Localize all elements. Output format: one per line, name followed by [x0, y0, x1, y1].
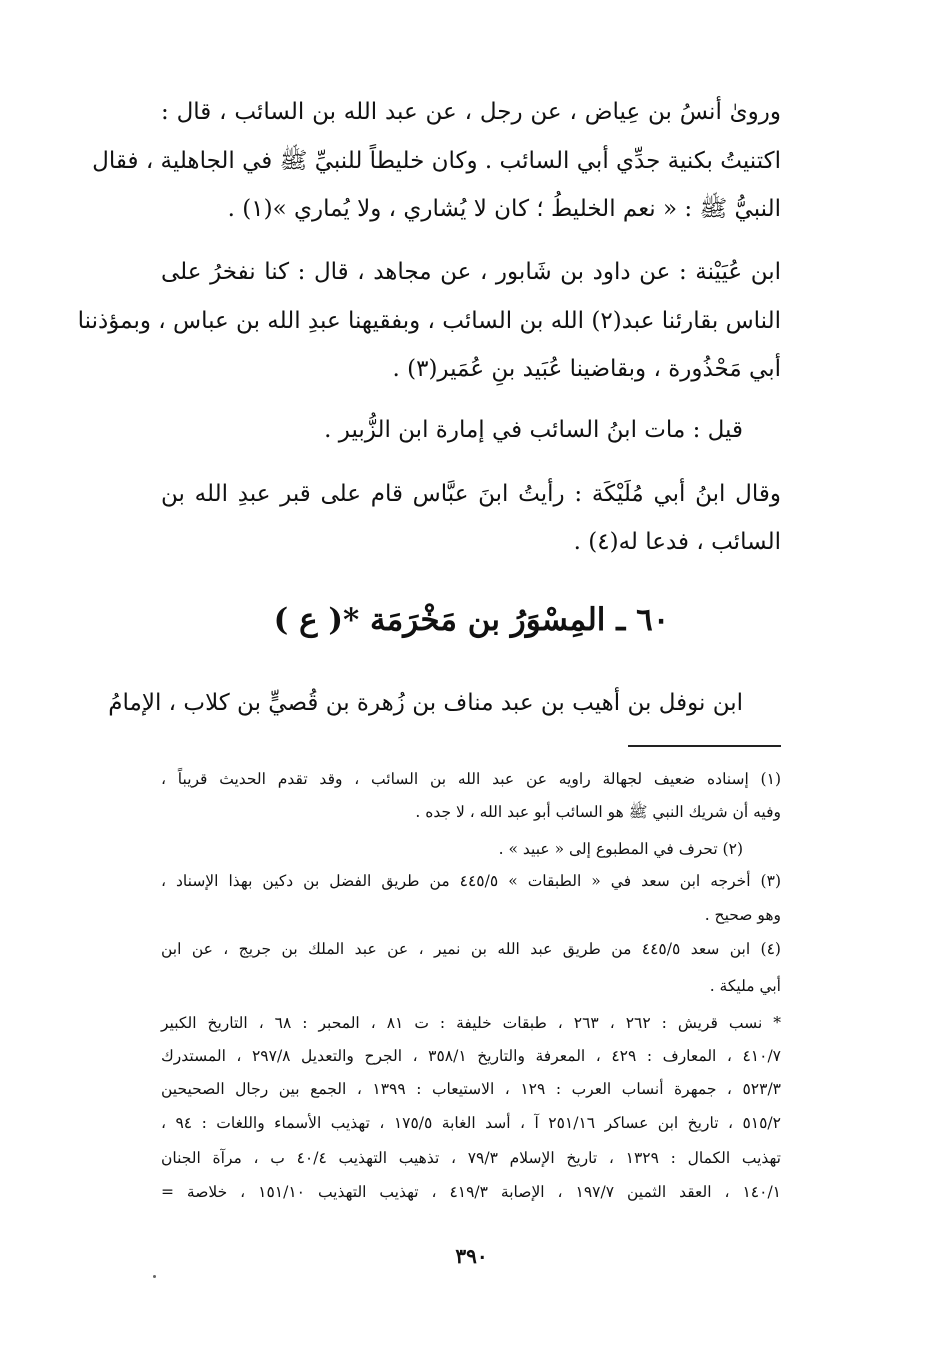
footnote-line: وهو صحيح . [704, 906, 781, 924]
body-text-line: السائب ، فدعا له(٤) . [573, 529, 781, 555]
footnote-line: (٤) ابن سعد ٤٤٥/٥ من طريق عبد الله بن نمير ، عن عبد الملك بن جريج ، عن ابن [161, 940, 781, 958]
body-text-line: اكتنيتُ بكنية جدِّي أبي السائب . وكان خليطاً للنبيِّ ﷺ في الجاهلية ، فقال [92, 148, 781, 174]
footnote-line: أبي مليكة . [709, 977, 781, 995]
footnote-line: ٥٢٣/٣ ، جمهرة أنساب العرب : ١٢٩ ، الاستيعاب : ١٣٩٩ ، الجمع بين رجال الصحيحين [161, 1080, 782, 1098]
footnote-line: تهذيب الكمال : ١٣٢٩ ، تاريخ الإسلام ٧٩/٣ ، تذهيب التهذيب ٤٠/٤ ب ، مرآة الجنان [161, 1149, 782, 1167]
body-text-line: قيل : مات ابنُ السائب في إمارة ابن الزُّبير . [324, 417, 743, 443]
body-text-line: وقال ابنُ أبي مُلَيْكَة : رأيتُ ابنَ عبَّاس قام على قبر عبدِ الله بن [161, 481, 781, 507]
footnote-line: ٤١٠/٧ ، المعارف : ٤٢٩ ، المعرفة والتاريخ ٣٥٨/١ ، الجرح والتعديل ٢٩٧/٨ ، المستدرك [161, 1047, 781, 1065]
scan-speck [153, 1275, 156, 1278]
footnote-line: (٢) تحرف في المطبوع إلى « عبيد » . [498, 840, 743, 858]
body-text-line: أبي مَحْذُورة ، وبقاضينا عُبَيد بنِ عُمَير(٣) . [392, 356, 781, 382]
body-text-line: ابن عُيَيْنة : عن داود بن شَابور ، عن مجاهد ، قال : كنا نفخرُ على [161, 259, 781, 285]
body-text-line: النبيُّ ﷺ : « نعم الخليطُ ؛ كان لا يُشاري ، ولا يُماري »(١) . [227, 196, 781, 222]
body-text-line: ورویٰ أنسُ بن عِياض ، عن رجل ، عن عبد الله بن السائب ، قال : [161, 99, 781, 125]
footnote-separator [628, 745, 781, 747]
footnote-line: ٥١٥/٢ ، تاريخ ابن عساكر ٢٥١/١٦ آ ، أسد الغابة ١٧٥/٥ ، تهذيب الأسماء واللغات : ٩٤ ، [161, 1114, 781, 1132]
body-text-line: الناس بقارئنا عبد(٢) الله بن السائب ، وبفقيهنا عبدِ الله بن عباس ، وبمؤذننا [77, 308, 781, 334]
footnote-line: (٣) أخرجه ابن سعد في « الطبقات » ٤٤٥/٥ من طريق الفضل بن دكين بهذا الإسناد ، [161, 872, 781, 890]
biography-heading: ٦٠ ـ المِسْوَرُ بن مَخْرَمَة *( ع ) [273, 602, 670, 638]
footnote-line: * نسب قريش : ٢٦٢ ، ٢٦٣ ، طبقات خليفة : ت ٨١ ، المحبر : ٦٨ ، التاريخ الكبير [161, 1014, 781, 1032]
page-number: ٣٩٠ [455, 1244, 488, 1268]
footnote-line: (١) إسناده ضعيف لجهالة راويه عن عبد الله بن السائب ، وقد تقدم الحديث قريباً ، [161, 770, 781, 788]
footnote-line: وفيه أن شريك النبي ﷺ هو السائب أبو عبد الله ، لا جده . [415, 803, 781, 821]
biography-intro-line: ابن نوفل بن أهيب بن عبد مناف بن زُهرة بن قُصيٍّ بن كلاب ، الإمامُ [108, 690, 743, 716]
footnote-line: ١٤٠/١ ، العقد الثمين ١٩٧/٧ ، الإصابة ٤١٩/٣ ، تهذيب التهذيب ١٥١/١٠ ، خلاصة = [161, 1183, 781, 1201]
